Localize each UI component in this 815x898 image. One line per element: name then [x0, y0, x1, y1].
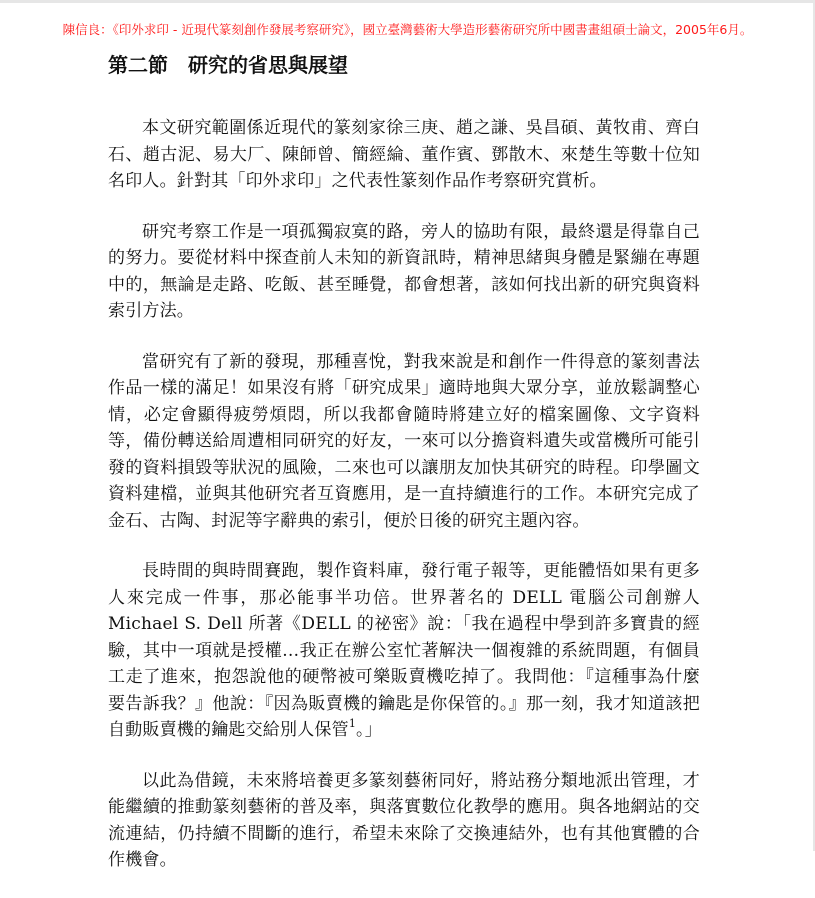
footnote-marker[interactable]: 1 — [348, 717, 357, 730]
citation-header: 陳信良：《印外求印 - 近現代篆刻創作發展考察研究》，國立臺灣藝術大學造形藝術研究所中國書畫組碩士論文，2005年6月。 — [62, 22, 753, 37]
dell-quote-text: 長時間的與時間賽跑，製作資料庫，發行電子報等，更能體悟如果有更多人來完成一件事，那必能事半功倍。世界著名的 DELL 電腦公司創辦人 Michael S. Dell 所著《DELL 的祕密》說：「我在過程中學到許多寶貴的經驗，其中一項就是授權…我正在辦公室忙著解決一個複雜的系統問題，有個員工走了進來，抱怨說他的硬幣被可樂販賣機吃掉了。我問他：『這種事為什麼要告訴我？』他說：『因為販賣機的鑰匙是你保管的。』那一刻，我才知道該把自動販賣機的鑰匙交給別人保管 — [108, 561, 700, 740]
paragraph-future-outlook: 以此為借鏡，未來將培養更多篆刻藝術同好，將站務分類地派出管理，才能繼續的推動篆刻藝術的普及率，與落實數位化教學的應用。與各地網站的交流連結，仍持續不間斷的進行，希望未來除了交換連結外，也有其他實體的合作機會。 — [108, 770, 700, 870]
body-content — [108, 115, 700, 898]
paragraph-scope: 本文研究範圍係近現代的篆刻家徐三庚、趙之謙、吳昌碩、黃牧甫、齊白石、趙古泥、易大厂、陳師曾、簡經綸、董作賓、鄧散木、來楚生等數十位知名印人。針對其「印外求印」之代表性篆刻作品作考察研究賞析。 — [108, 118, 700, 191]
paragraph-research-work: 研究考察工作是一項孤獨寂寞的路，旁人的協助有限，最終還是得靠自己的努力。要從材料中探查前人未知的新資訊時，精神思緒與身體是緊繃在專題中的，無論是走路、吃飯、甚至睡覺，都會想著，該如何找出新的研究與資料索引方法。 — [108, 221, 700, 321]
page-top-border — [0, 0, 815, 3]
paragraph-dell-quote — [108, 558, 700, 744]
section-title: 第二節 研究的省思與展望 — [108, 53, 348, 77]
paragraph-sharing-results: 當研究有了新的發現，那種喜悅，對我來說是和創作一件得意的篆刻書法作品一樣的滿足！如果沒有將「研究成果」適時地與大眾分享，並放鬆調整心情，必定會顯得疲勞煩悶，所以我都會隨時將建立好的檔案圖像、文字資料等，備份轉送給周遭相同研究的好友，一來可以分擔資料遺失或當機所可能引發的資料損毀等狀況的風險，二來也可以讓朋友加快其研究的時程。印學圖文資料建檔，並與其他研究者互資應用，是一直持續進行的工作。本研究完成了金石、古陶、封泥等字辭典的索引，便於日後的研究主題內容。 — [108, 351, 700, 531]
dell-quote-tail: 。」 — [356, 720, 382, 740]
